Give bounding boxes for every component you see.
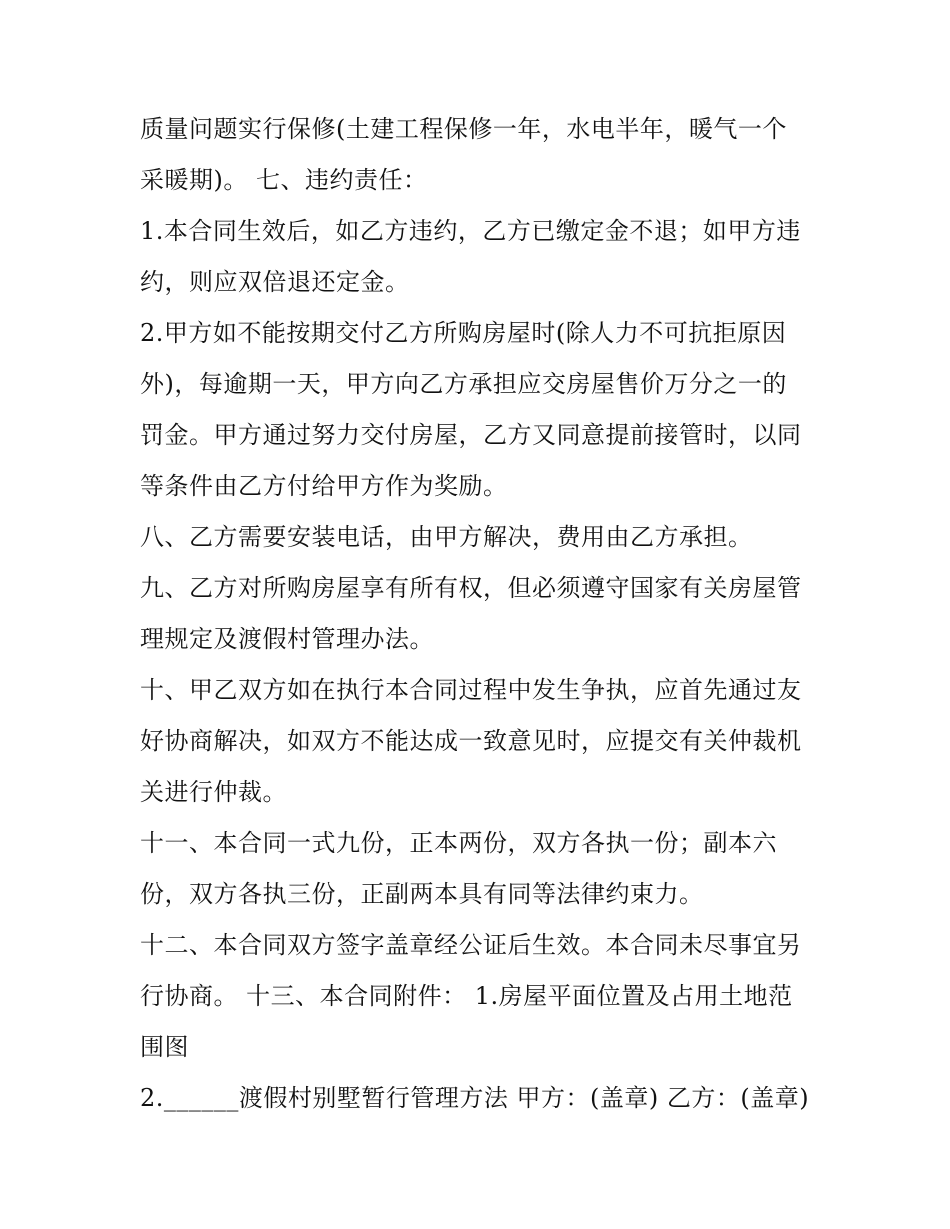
text-line: 理规定及渡假村管理办法。 (140, 625, 434, 653)
text-line: 份，双方各执三份，正副两本具有同等法律约束力。 (140, 880, 704, 908)
text-line: 好协商解决，如双方不能达成一致意见时，应提交有关仲裁机 (140, 727, 802, 755)
text-line: 外)，每逾期一天，甲方向乙方承担应交房屋售价万分之一的 (140, 370, 787, 398)
text-line: 罚金。甲方通过努力交付房屋，乙方又同意提前接管时，以同 (140, 421, 802, 449)
text-line: 八、乙方需要安装电话，由甲方解决，费用由乙方承担。 (140, 523, 753, 551)
text-line: 十、甲乙双方如在执行本合同过程中发生争执，应首先通过友 (140, 676, 802, 704)
text-line: 2.______渡假村别墅暂行管理方法 甲方：(盖章) 乙方：(盖章) (140, 1084, 810, 1112)
text-line: 采暖期)。 七、违约责任： (140, 166, 428, 194)
text-line: 围图 (140, 1033, 189, 1061)
text-line: 质量问题实行保修(土建工程保修一年，水电半年，暖气一个 (140, 115, 787, 143)
text-line: 2.甲方如不能按期交付乙方所购房屋时(除人力不可抗拒原因 (140, 319, 787, 347)
text-line: 等条件由乙方付给甲方作为奖励。 (140, 472, 508, 500)
text-line: 十一、本合同一式九份，正本两份，双方各执一份；副本六 (140, 829, 777, 857)
text-line: 约，则应双倍退还定金。 (140, 268, 410, 296)
text-line: 1.本合同生效后，如乙方违约，乙方已缴定金不退；如甲方违 (140, 217, 801, 245)
text-line: 十二、本合同双方签字盖章经公证后生效。本合同未尽事宜另 (140, 931, 802, 959)
text-line: 九、乙方对所购房屋享有所有权，但必须遵守国家有关房屋管 (140, 574, 802, 602)
text-line: 关进行仲裁。 (140, 778, 287, 806)
text-line: 行协商。 十三、本合同附件： 1.房屋平面位置及占用土地范 (140, 982, 793, 1010)
